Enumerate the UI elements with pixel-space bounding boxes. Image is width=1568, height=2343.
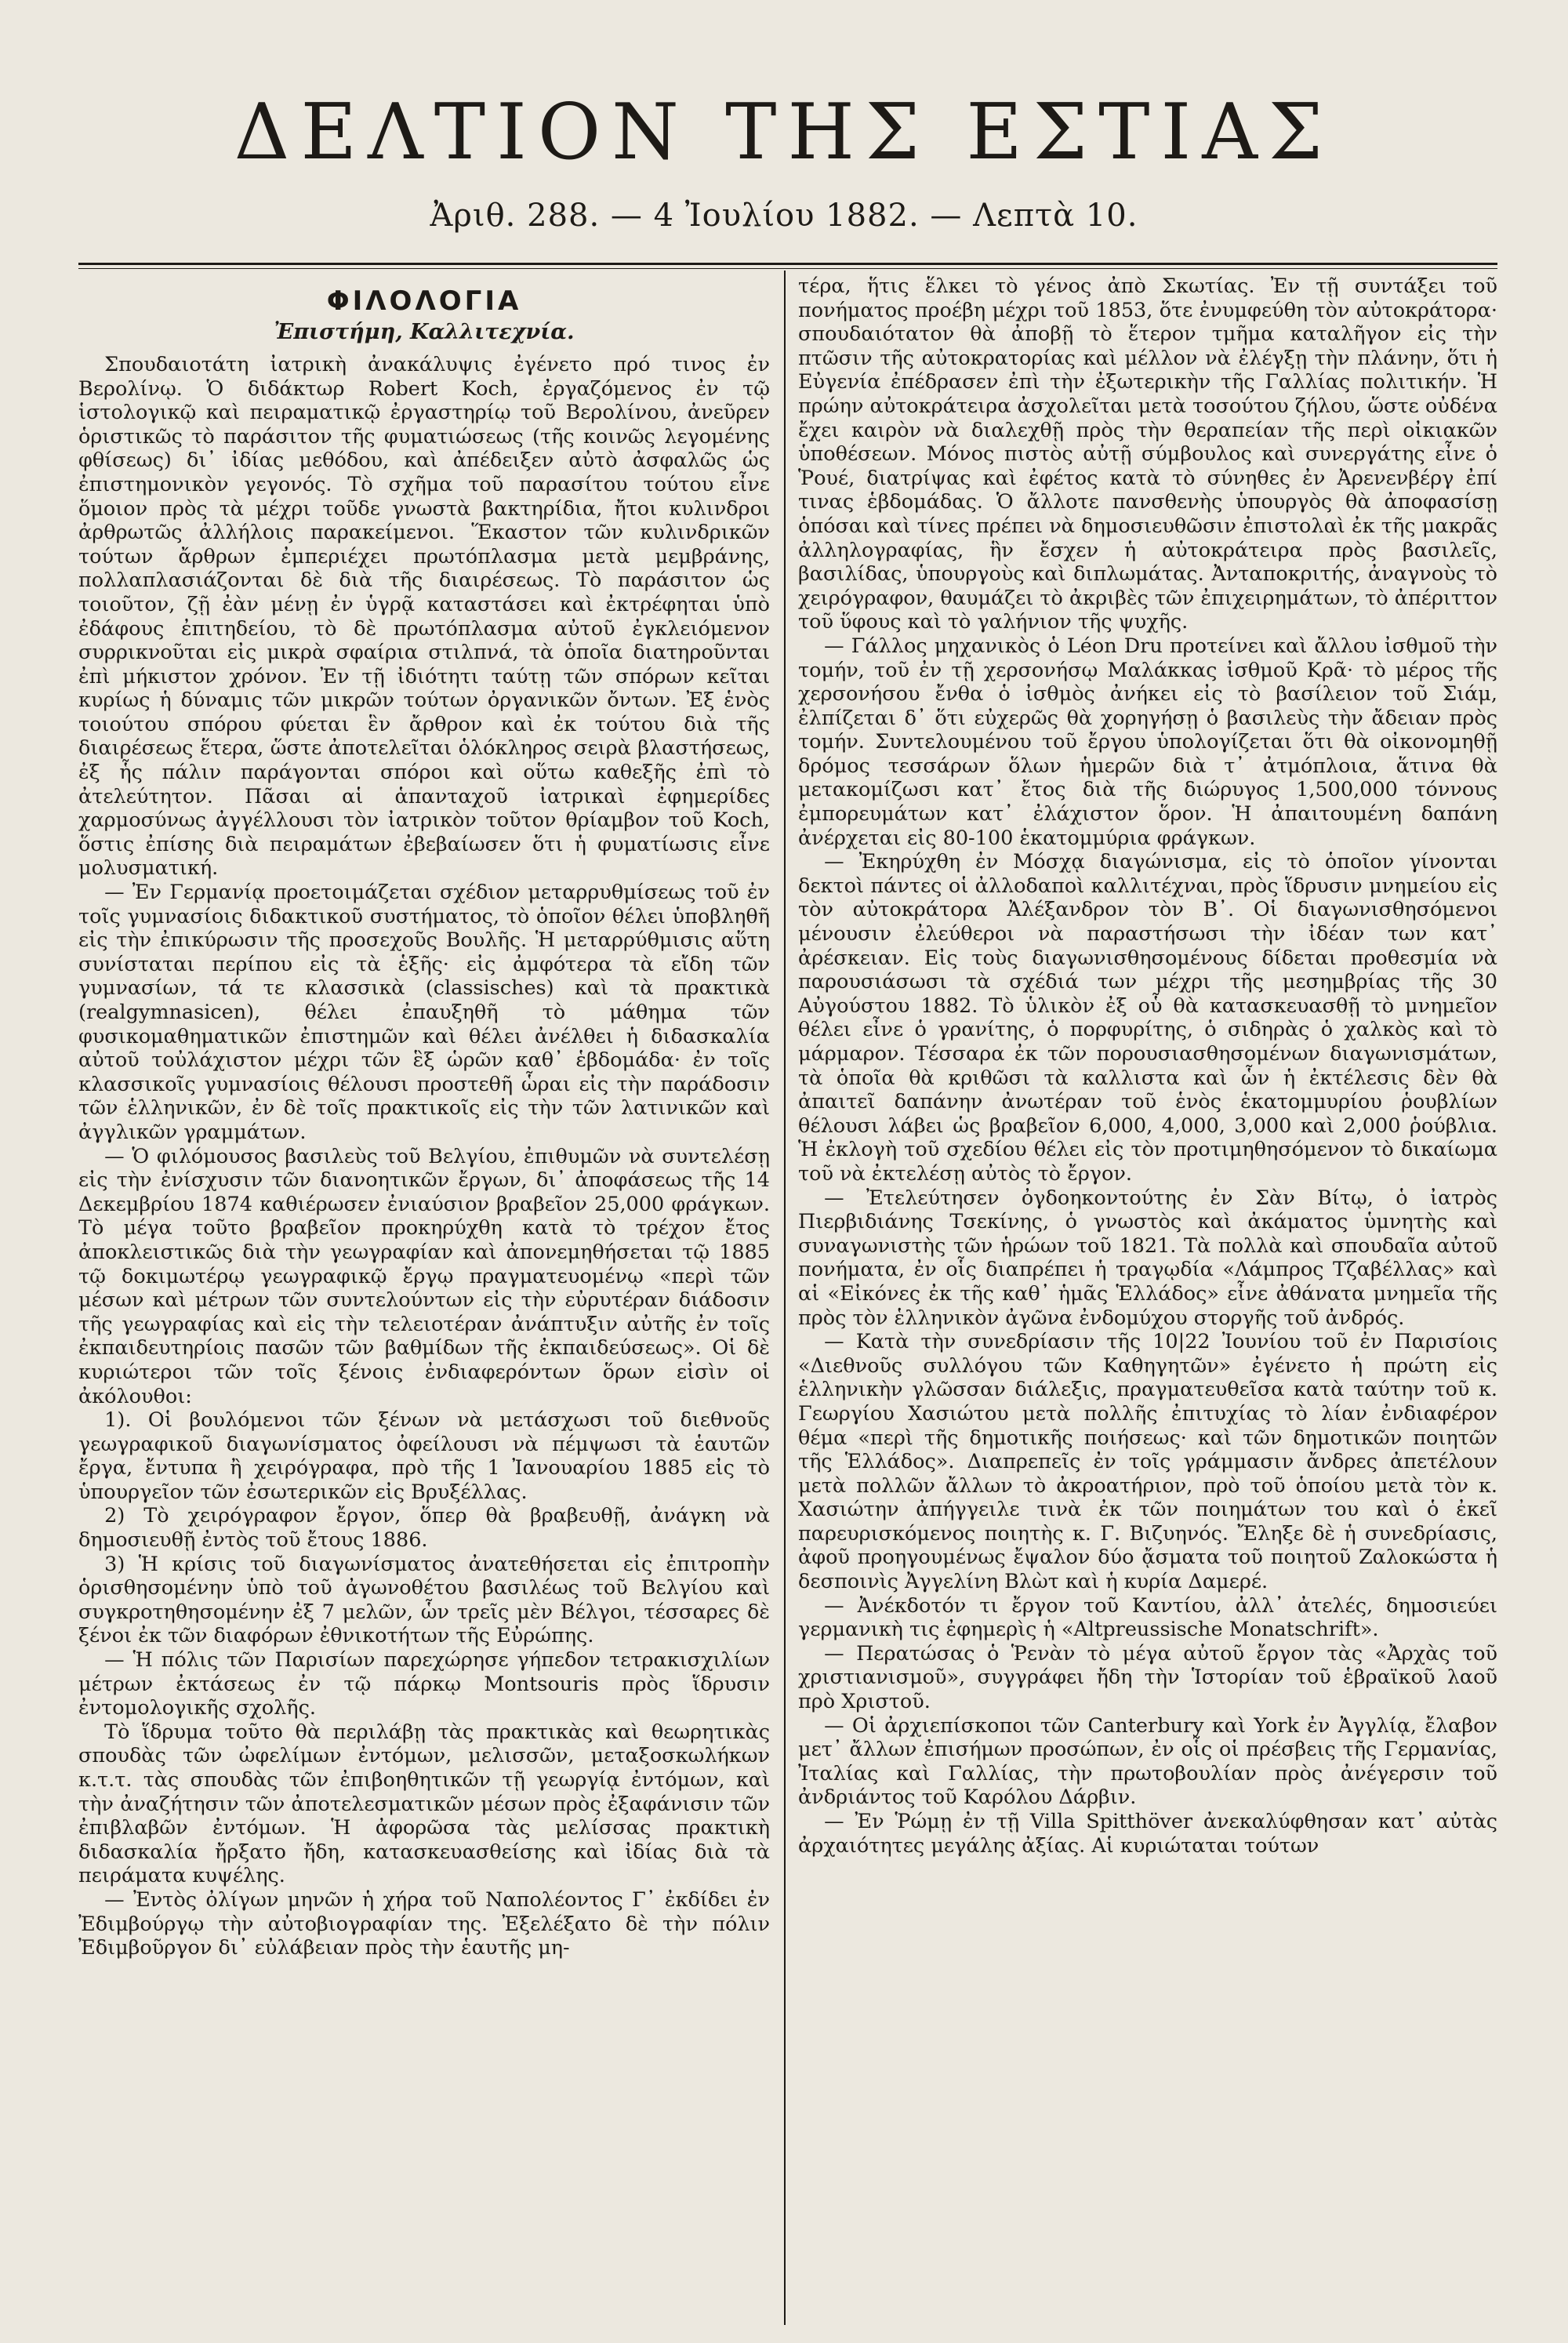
section-title: ΦΙΛΟΛΟΓΙΑ [326,285,522,317]
article-paragraph: — Ἀνέκδοτόν τι ἔργον τοῦ Καντίου, ἀλλ᾽ ἀτελές, δημοσιεύει γερμανικὴ τις ἐφημερὶς ἡ «Altpreussische Monatschrift». [798,1593,1497,1642]
article-paragraph: — Περατώσας ὁ Ῥενὰν τὸ μέγα αὐτοῦ ἔργον τὰς «Ἀρχὰς τοῦ χριστιανισμοῦ», συγγράφει ἤδη τὴν Ἱστορίαν τοῦ ἑβραϊκοῦ λαοῦ πρὸ Χριστοῦ. [798,1641,1497,1714]
article-paragraph: — Ὁ φιλόμουσος βασιλεὺς τοῦ Βελγίου, ἐπιθυμῶν νὰ συντελέσῃ εἰς τὴν ἐνίσχυσιν τῶν διανοητικῶν ἔργων, δι᾽ ἀποφάσεως τῆς 14 Δεκεμβρίου 1874 καθιέρωσεν ἐνιαύσιον βραβεῖον 25,000 φράγκων. Τὸ μέγα τοῦτο βραβεῖον προκηρύχθη κατὰ τὸ τρέχον ἔτος ἀποκλειστικῶς διὰ τὴν γεωγραφίαν καὶ ἀπονεμηθήσεται τῷ 1885 τῷ δοκιμωτέρῳ γεωγραφικῷ ἔργῳ πραγματευομένῳ «περὶ τῶν μέσων καὶ μέτρων τῶν συντελούντων εἰς τὴν εὐρυτέραν διάδοσιν τῆς γεωγραφίας καὶ εἰς τὴν τελειοτέραν ἀνάπτυξιν αὐτῆς ἐν τοῖς ἐκπαιδευτηρίοις πασῶν τῶν βαθμίδων τῆς ἐκπαιδεύσεως». Οἱ δὲ κυριώτεροι τῶν τοῖς ξένοις ἐνδιαφερόντων ὅρων εἰσὶν οἱ ἀκόλουθοι: [78,1144,770,1408]
section-subtitle: Ἐπιστήμη, Καλλιτεχνία. [274,320,575,345]
left-column [78,274,770,2321]
article-paragraph: 2) Τὸ χειρόγραφον ἔργον, ὅπερ θὰ βραβευθῇ, ἀνάγκη νὰ δημοσιευθῇ ἐντὸς τοῦ ἔτους 1886. [78,1504,770,1553]
header-rule-thin [78,268,1497,269]
issue-line: Ἀριθ. 288. — 4 Ἰουλίου 1882. — Λεπτὰ 10. [430,198,1138,234]
article-paragraph: — Οἱ ἀρχιεπίσκοποι τῶν Canterbury καὶ York ἐν Ἀγγλίᾳ, ἔλαβον μετ᾽ ἄλλων ἐπισήμων προσώπων, ἐν οἷς οἱ πρέσβεις τῆς Γερμανίας, Ἰταλίας καὶ Γαλλίας, τὴν πρωτοβουλίαν πρὸς ἀνέγερσιν τοῦ ἀνδριάντος τοῦ Καρόλου Δάρβιν. [798,1713,1497,1810]
article-paragraph: — Κατὰ τὴν συνεδρίασιν τῆς 10|22 Ἰουνίου τοῦ ἐν Παρισίοις «Διεθνοῦς συλλόγου τῶν Καθηγητῶν» ἐγένετο ἡ πρώτη εἰς ἑλληνικὴν γλῶσσαν διάλεξις, πραγματευθεῖσα κατὰ ταύτην τοῦ κ. Γεωργίου Χασιώτου μετὰ πολλῆς ἐπιτυχίας τὸ λίαν ἐνδιαφέρον θέμα «περὶ τῆς δημοτικῆς ποιήσεως· καὶ τῶν δημοτικῶν ποιητῶν τῆς Ἑλλάδος». Διαπρεπεῖς ἐν τοῖς γράμμασιν ἄνδρες ἀπετέλουν μετὰ πολλῶν ἄλλων τὸ ἀκροατήριον, πρὸ τοῦ ὁποίου μετὰ τὸν κ. Χασιώτην ἀπήγγειλε τινὰ ἐκ τῶν ποιημάτων του καὶ ὁ ἐκεῖ παρευρισκόμενος ποιητὴς κ. Γ. Βιζυηνός. Ἔληξε δὲ ἡ συνεδρίασις, ἀφοῦ προηγουμένως ἔψαλον δύο ᾄσματα τοῦ ποιητοῦ Ζαλοκώστα ἡ δεσποινὶς Ἀγγελίνη Βλὼτ καὶ ἡ κυρία Δαμερέ. [798,1330,1497,1594]
article-paragraph: — Γάλλος μηχανικὸς ὁ Léon Dru προτείνει καὶ ἄλλου ἰσθμοῦ τὴν τομήν, τοῦ ἐν τῇ χερσονήσῳ Μαλάκκας ἰσθμοῦ Κρᾶ· τὸ μέρος τῆς χερσονήσου ἔνθα ὁ ἰσθμὸς ἀνήκει εἰς τὸ βασίλειον τοῦ Σιάμ, ἐλπίζεται δ᾽ ὅτι εὐχερῶς θὰ χορηγήσῃ ὁ βασιλεὺς τὴν ἄδειαν πρὸς τομήν. Συντελουμένου τοῦ ἔργου ὑπολογίζεται ὅτι θὰ οἰκονομηθῇ δρόμος τεσσάρων ὅλων ἡμερῶν διὰ τ᾽ ἀτμόπλοια, ἅτινα θὰ μετακομίζωσι κατ᾽ ἔτος διὰ τῆς διώρυγος 1,500,000 τόννους ἐμπορευμάτων κατ᾽ ἐλάχιστον ὅρον. Ἡ ἀπαιτουμένη δαπάνη ἀνέρχεται εἰς 80-100 ἑκατομμύρια φράγκων. [798,634,1497,850]
column-divider [784,271,786,2325]
article-paragraph: Σπουδαιοτάτη ἰατρικὴ ἀνακάλυψις ἐγένετο πρό τινος ἐν Βερολίνῳ. Ὁ διδάκτωρ Robert Koch, ἐργαζόμενος ἐν τῷ ἱστολογικῷ καὶ πειραματικῷ ἐργαστηρίῳ τοῦ Βερολίνου, ἀνεῦρεν ὁριστικῶς τὸ παράσιτον τῆς φυματιώσεως (τῆς κοινῶς λεγομένης φθίσεως) δι᾽ ἰδίας μεθόδου, καὶ ἀπέδειξεν αὐτὸ ἀσφαλῶς ὡς ἐπιστημονικὸν γεγονός. Τὸ σχῆμα τοῦ παρασίτου τούτου εἶνε ὅμοιον πρὸς τὰ μέχρι τοῦδε γνωστὰ βακτηρίδια, ἤτοι κυλινδροι ἀρθρωτῶς ἀλλήλοις παρακείμενοι. Ἕκαστον τῶν κυλινδρικῶν τούτων ἄρθρων ἐμπεριέχει πρωτόπλασμα μετὰ μεμβράνης, πολλαπλασιάζονται δὲ διὰ τῆς διαιρέσεως. Τὸ παράσιτον ὡς τοιοῦτον, ζῇ ἐὰν μένῃ ἐν ὑγρᾷ καταστάσει καὶ ἐκτρέφηται ὑπὸ ἐδάφους ἐπιτηδείου, τὸ δὲ πρωτόπλασμα αὐτοῦ ἐγκλειόμενον συρρικνοῦται εἰς μικρὰ σφαίρια στιλπνά, τὰ ὁποῖα διατηροῦνται ἐπὶ μήκιστον χρόνον. Ἐν τῇ ἰδιότητι ταύτῃ τῶν σπόρων κεῖται κυρίως ἡ δύναμις τῶν μικρῶν τούτων ὀργανικῶν ὄντων. Ἐξ ἑνὸς τοιούτου σπόρου φύεται ἓν ἄρθρον καὶ ἐκ τούτου διὰ τῆς διαιρέσεως ἕτερα, ὥστε ἀποτελεῖται ὁλόκληρος σειρὰ βλαστήσεως, ἐξ ἧς πάλιν παράγονται σπόροι καὶ οὕτω καθεξῆς ἐπὶ τὸ ἀτελεύτητον. Πᾶσαι αἱ ἁπανταχοῦ ἰατρικαὶ ἐφημερίδες χαρμοσύνως ἀγγέλλουσι τὸν ἰατρικὸν τοῦτον θρίαμβον τοῦ Koch, ὅστις ἐπίσης διὰ πειραμάτων ἐβεβαίωσεν ὅτι ἡ φυματίωσις εἶνε μολυσματική. [78,352,770,881]
article-paragraph: — Ἐκηρύχθη ἐν Μόσχᾳ διαγώνισμα, εἰς τὸ ὁποῖον γίνονται δεκτοὶ πάντες οἱ ἀλλοδαποὶ καλλιτέχναι, πρὸς ἵδρυσιν μνημείου εἰς τὸν αὐτοκράτορα Ἀλέξανδρον τὸν Β᾽. Οἱ διαγωνισθησόμενοι μένουσιν ἐλεύθεροι νὰ παραστήσωσι τὴν ἰδέαν των κατ᾽ ἀρέσκειαν. Εἰς τοὺς διαγωνισθησομένους δίδεται προθεσμία νὰ παρουσιάσωσι τὰ σχέδιά των μέχρι τῆς μεσημβρίας τῆς 30 Αὐγούστου 1882. Τὸ ὑλικὸν ἐξ οὗ θὰ κατασκευασθῇ τὸ μνημεῖον θέλει εἶνε ὁ γρανίτης, ὁ πορφυρίτης, ὁ σιδηρὰς ὁ χαλκὸς καὶ τὸ μάρμαρον. Τέσσαρα ἐκ τῶν πορουσιασθησομένων διαγωνισμάτων, τὰ ὁποῖα θὰ κριθῶσι τὰ καλλιστα καὶ ὧν ἡ ἐκτέλεσις δὲν θὰ ἀπαιτεῖ δαπάνην ἀνωτέραν τοῦ ἑνὸς ἑκατομμυρίου ῥουβλίων θέλουσι λάβει ὡς βραβεῖον 6,000, 4,000, 3,000 καὶ 2,000 ῥούβλια. Ἡ ἐκλογὴ τοῦ σχεδίου θέλει εἰς τὸν προτιμηθησόμενον τὸ δικαίωμα τοῦ νὰ ἐκτελέσῃ αὐτὸς τὸ ἔργον. [798,850,1497,1186]
masthead-title: ΔΕΛΤΙΟΝ ΤΗΣ ΕΣΤΙΑΣ [234,88,1334,177]
article-paragraph: 1). Οἱ βουλόμενοι τῶν ξένων νὰ μετάσχωσι τοῦ διεθνοῦς γεωγραφικοῦ διαγωνίσματος ὀφείλουσι νὰ πέμψωσι τὰ ἑαυτῶν ἔργα, ἔντυπα ἢ χειρόγραφα, πρὸ τῆς 1 Ἰανουαρίου 1885 εἰς τὸ ὑπουργεῖον τῶν ἐσωτερικῶν εἰς Βρυξέλλας. [78,1408,770,1504]
article-paragraph: Τὸ ἵδρυμα τοῦτο θὰ περιλάβῃ τὰς πρακτικὰς καὶ θεωρητικὰς σπουδὰς τῶν ὠφελίμων ἐντόμων, μελισσῶν, μεταξοσκωλήκων κ.τ.τ. τὰς σπουδὰς τῶν ἐπιβοηθητικῶν τῇ γεωργίᾳ ἐντόμων, καὶ τὴν ἀναζήτησιν τῶν ἀποτελεσματικῶν μέσων πρὸς ἐξαφάνισιν τῶν ἐπιβλαβῶν ἐντόμων. Ἡ ἀφορῶσα τὰς μελίσσας πρακτικὴ διδασκαλία ἤρξατο ἤδη, κατασκευασθείσης καὶ ἰδίας διὰ τὰ πειράματα κυψέλης. [78,1720,770,1888]
article-paragraph: — Ἐν Ῥώμῃ ἐν τῇ Villa Spitthöver ἀνεκαλύφθησαν κατ᾽ αὐτὰς ἀρχαιότητες μεγάλης ἀξίας. Αἱ κυριώταται τούτων [798,1810,1497,1858]
right-column [798,274,1497,2321]
header-rule [78,263,1497,265]
article-paragraph: — Ἡ πόλις τῶν Παρισίων παρεχώρησε γήπεδον τετρακισχιλίων μέτρων ἐκτάσεως ἐν τῷ πάρκῳ Montsouris πρὸς ἵδρυσιν ἐντομολογικῆς σχολῆς. [78,1648,770,1720]
article-paragraph: 3) Ἡ κρίσις τοῦ διαγωνίσματος ἀνατεθήσεται εἰς ἐπιτροπὴν ὁρισθησομένην ὑπὸ τοῦ ἀγωνοθέτου βασιλέως τοῦ Βελγίου καὶ συγκροτηθησομένην ἐξ 7 μελῶν, ὧν τρεῖς μὲν Βέλγοι, τέσσαρες δὲ ξένοι ἐκ τῶν διαφόρων ἐθνικοτήτων τῆς Εὐρώπης. [78,1552,770,1648]
article-paragraph: τέρα, ἥτις ἕλκει τὸ γένος ἀπὸ Σκωτίας. Ἐν τῇ συντάξει τοῦ πονήματος προέβη μέχρι τοῦ 1853, ὅτε ἐνυμφεύθη τὸν αὐτοκράτορα· σπουδαιότατον θὰ ἀποβῇ τὸ ἕτερον τμῆμα καταλῆγον εἰς τὴν πτῶσιν τῆς αὐτοκρατορίας καὶ μέλλον νὰ ἐλέγξῃ τὴν πλάνην, ὅτι ἡ Εὐγενία ἐπέδρασεν ἐπὶ τὴν ἐξωτερικὴν τῆς Γαλλίας πολιτικήν. Ἡ πρώην αὐτοκράτειρα ἀσχολεῖται μετὰ τοσούτου ζήλου, ὥστε οὐδένα ἔχει καιρὸν νὰ διαλεχθῇ πρὸς τὴν θεραπείαν τῆς περὶ οἰκιακῶν ὑποθέσεων. Μόνος πιστὸς αὐτῇ σύμβουλος καὶ συνεργάτης εἶνε ὁ Ῥουέ, διατρίψας καὶ ἐφέτος κατὰ τὸ σύνηθες ἐν Ἀρενενβέργ ἐπί τινας ἑβδομάδας. Ὁ ἄλλοτε πανσθενὴς ὑπουργὸς θὰ ἀποφασίσῃ ὁπόσαι καὶ τίνες πρέπει νὰ δημοσιευθῶσιν ἐπιστολαὶ ἐκ τῆς μακρᾶς ἀλληλογραφίας, ἣν ἔσχεν ἡ αὐτοκράτειρα πρὸς βασιλεῖς, βασιλίδας, ὑπουργοὺς καὶ διπλωμάτας. Ἀνταποκριτής, ἀναγνοὺς τὸ χειρόγραφον, θαυμάζει τὸ ἀκριβὲς τῶν ἐπιχειρημάτων, τὸ ἀπέριττον τοῦ ὕφους καὶ τὸ γαλήνιον τῆς ψυχῆς. [798,274,1497,634]
article-paragraph: — Ἐν Γερμανίᾳ προετοιμάζεται σχέδιον μεταρρυθμίσεως τοῦ ἐν τοῖς γυμνασίοις διδακτικοῦ συστήματος, τὸ ὁποῖον θέλει ὑποβληθῆ εἰς τὴν ἐπικύρωσιν τῆς προσεχοῦς Βουλῆς. Ἡ μεταρρύθμισις αὕτη συνίσταται περίπου εἰς τὰ ἑξῆς· εἰς ἀμφότερα τὰ εἴδη τῶν γυμνασίων, τά τε κλασσικὰ (classisches) καὶ τὰ πρακτικὰ (realgymnasicen), θέλει ἐπαυξηθῆ τὸ μάθημα τῶν φυσικομαθηματικῶν ἐπιστημῶν καὶ θέλει ἀνέλθει ἡ διδασκαλία αὐτοῦ τοὐλάχιστον μέχρι τῶν ἓξ ὡρῶν καθ᾽ ἑβδομάδα· ἐν τοῖς κλασσικοῖς γυμνασίοις θέλουσι προστεθῆ ὧραι εἰς τὴν παράδοσιν τῶν ἑλληνικῶν, ἐν δὲ τοῖς πρακτικοῖς εἰς τὴν τῶν λατινικῶν καὶ ἀγγλικῶν γραμμάτων. [78,881,770,1144]
article-paragraph: — Ἐτελεύτησεν ὀγδοηκοντούτης ἐν Σὰν Βίτῳ, ὁ ἰατρὸς Πιερβιδιάνης Τσεκίνης, ὁ γνωστὸς καὶ ἀκάματος ὑμνητὴς καὶ συναγωνιστὴς τῶν ἡρώων τοῦ 1821. Τὰ πολλὰ καὶ σπουδαῖα αὐτοῦ πονήματα, ἐν οἷς διαπρέπει ἡ τραγῳδία «Λάμπρος Τζαβέλλας» καὶ αἱ «Εἰκόνες ἐκ τῆς καθ᾽ ἡμᾶς Ἑλλάδος» εἶνε ἀθάνατα μνημεῖα τῆς πρὸς τὸν ἑλληνικὸν ἀγῶνα ἐνδομύχου στοργῆς τοῦ ἀνδρός. [798,1186,1497,1330]
article-paragraph: — Ἐντὸς ὀλίγων μηνῶν ἡ χήρα τοῦ Ναπολέοντος Γ᾽ ἐκδίδει ἐν Ἐδιμβούργῳ τὴν αὐτοβιογραφίαν της. Ἐξελέξατο δὲ τὴν πόλιν Ἐδιμβοῦργον δι᾽ εὐλάβειαν πρὸς τὴν ἑαυτῆς μη- [78,1887,770,1960]
